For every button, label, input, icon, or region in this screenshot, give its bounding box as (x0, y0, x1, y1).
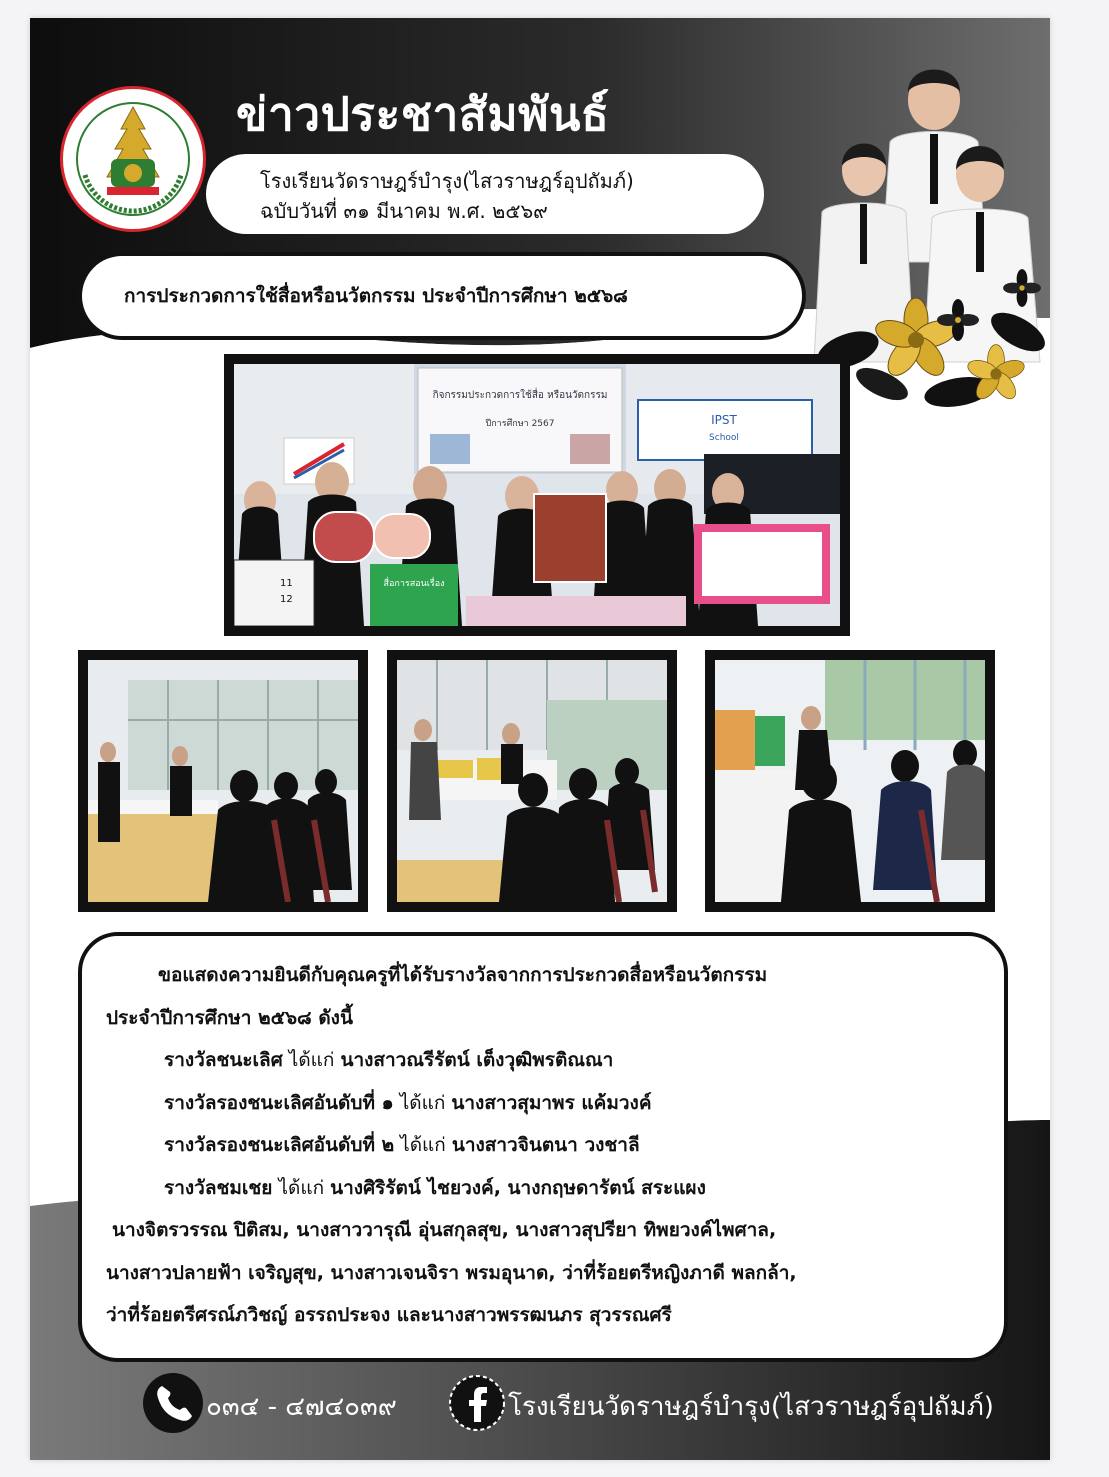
facebook-icon[interactable] (448, 1374, 506, 1432)
award-title: รางวัลรองชนะเลิศอันดับที่ ๑ (164, 1091, 394, 1114)
issue-date: ฉบับวันที่ ๓๑ มีนาคม พ.ศ. ๒๕๖๙ (260, 199, 548, 223)
topic-box (78, 252, 806, 340)
award-first (106, 1039, 1004, 1082)
award-connector: ได้แก่ (393, 1091, 452, 1114)
ipst-sub: School (709, 433, 739, 443)
facebook-page-name[interactable]: โรงเรียนวัดราษฎร์บำรุง(ไสวราษฎร์อุปถัมภ์) (508, 1392, 994, 1422)
intro-line-2: ประจำปีการศึกษา ๒๕๖๘ ดังนี้ (106, 1006, 353, 1029)
award-connector: ได้แก่ (272, 1176, 331, 1199)
contact-footer (142, 1372, 1042, 1436)
honorable-names-1: นางจิตรวรรณ ปิติสม, นางสาววารุณี อุ่นสกุลสุข, นางสาวสุปรียา ทิพยวงค์ไพศาล, (112, 1219, 777, 1241)
award-announcement-box (78, 932, 1008, 1362)
school-logo (60, 86, 206, 232)
school-name: โรงเรียนวัดราษฎร์บำรุง(ไสวราษฎร์อุปถัมภ์) (260, 169, 634, 193)
headline: ข่าวประชาสัมพันธ์ (236, 87, 610, 141)
banner-text: กิจกรรมประกวดการใช้สื่อ หรือนวัตกรรม (432, 390, 608, 401)
banner-year: ปีการศึกษา 2567 (485, 419, 555, 429)
award-honorable (106, 1167, 1004, 1210)
award-winner: นางสาวจินตนา วงชาลี (451, 1134, 640, 1156)
honorable-names-3: ว่าที่ร้อยตรีศรณ์ภวิชญ์ อรรถประจง และนางสาวพรรฒนภร สุวรรณศรี (106, 1304, 672, 1326)
board-number-1: 11 (280, 578, 293, 589)
newsletter-page (30, 18, 1050, 1460)
event-photo-1 (78, 650, 368, 912)
award-title: รางวัลชมเชย (164, 1176, 273, 1199)
school-info-box (206, 154, 764, 234)
award-runner-up-2 (106, 1124, 1004, 1167)
phone-number: ๐๓๔ - ๔๗๔๐๓๙ (206, 1392, 397, 1422)
award-runner-up-1 (106, 1082, 1004, 1125)
award-title: รางวัลรองชนะเลิศอันดับที่ ๒ (164, 1134, 395, 1156)
ipst-sign: IPST (711, 413, 737, 427)
board-number-2: 12 (280, 594, 293, 605)
phone-icon (142, 1372, 204, 1434)
event-photo-3 (705, 650, 995, 912)
board-title: สื่อการสอนเรื่อง (383, 579, 445, 589)
intro-line-1: ขอแสดงความยินดีกับคุณครูที่ได้รับรางวัลจากการประกวดสื่อหรือนวัตกรรม (158, 964, 768, 986)
award-title: รางวัลชนะเลิศ (164, 1049, 283, 1071)
main-group-photo (224, 354, 850, 636)
topic-title: การประกวดการใช้สื่อหรือนวัตกรรม ประจำปีการศึกษา ๒๕๖๘ (124, 285, 628, 307)
event-photo-2 (387, 650, 677, 912)
award-connector: ได้แก่ (282, 1049, 341, 1071)
honorable-names-2: นางสาวปลายฟ้า เจริญสุข, นางสาวเจนจิรา พรมอุนาด, ว่าที่ร้อยตรีหญิงภาดี พลกล้า, (106, 1261, 797, 1284)
award-winner: นางศิริรัตน์ ไชยวงค์, นางกฤษดารัตน์ สระแผง (330, 1176, 706, 1199)
award-winner: นางสาวสุมาพร แค้มวงค์ (451, 1091, 652, 1114)
award-connector: ได้แก่ (394, 1134, 452, 1156)
award-winner: นางสาวณรีรัตน์ เต็งวุฒิพรติณณา (340, 1049, 614, 1071)
